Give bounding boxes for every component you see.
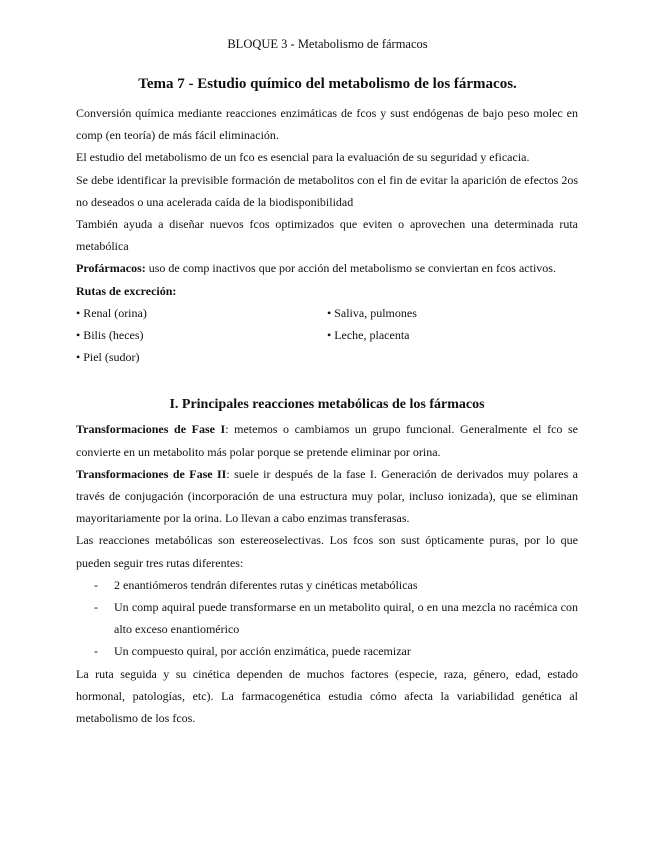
list-item: • Bilis (heces) (76, 328, 144, 343)
intro-paragraph: Conversión química mediante reacciones enzimáticas de fcos y sust endógenas de bajo peso molec en comp (en teoría) de más fácil eliminación. (76, 106, 578, 143)
intro-paragraph: También ayuda a diseñar nuevos fcos optimizados que eviten o aprovechen una determinada ruta metabólica (76, 217, 578, 254)
fase1-paragraph: Transformaciones de Fase I: metemos o cambiamos un grupo funcional. Generalmente el fco se convierte en un metabolito más polar porque se pretende eliminar por orina. (76, 422, 578, 459)
section-title: I. Principales reacciones metabólicas de los fármacos (169, 397, 485, 413)
profarmacos-paragraph (76, 257, 578, 279)
intro-paragraph: El estudio del metabolismo de un fco es esencial para la evaluación de su seguridad y eficacia. (76, 150, 530, 165)
excrecion-list (76, 302, 578, 369)
list-item: • Leche, placenta (327, 328, 410, 343)
fase2-label: Transformaciones de Fase II (76, 466, 227, 481)
estereo-paragraph: Las reacciones metabólicas son estereoselectivas. Los fcos son sust ópticamente puras, por lo que pueden seguir tres rutas diferentes: (76, 533, 578, 570)
final-paragraph: La ruta seguida y su cinética dependen de muchos factores (especie, raza, género, edad, estado hormonal, patologías, etc). La farmacogenética estudia cómo afecta la variabilidad genética al metabolismo de los fcos. (76, 666, 578, 726)
excrecion-heading: Rutas de excreción: (76, 283, 177, 298)
list-item: • Saliva, pulmones (327, 305, 417, 320)
list-item: - 2 enantiómeros tendrán diferentes rutas y cinéticas metabólicas (94, 574, 578, 596)
fase1-label: Transformaciones de Fase I (76, 422, 226, 437)
document-body (76, 102, 578, 729)
page-header: BLOQUE 3 - Metabolismo de fármacos (227, 37, 428, 51)
profarmacos-text: uso de comp inactivos que por acción del metabolismo se conviertan en fcos activos. (145, 261, 556, 276)
profarmacos-label: Profármacos: (76, 261, 146, 276)
list-item: - Un compuesto quiral, por acción enzimática, puede racemizar (94, 640, 578, 662)
intro-paragraph: Se debe identificar la previsible formación de metabolitos con el fin de evitar la aparición de efectos 2os no deseados o una acelerada caída de la biodisponibilidad (76, 172, 578, 209)
list-item: • Piel (sudor) (76, 350, 140, 365)
excrecion-column-left (76, 302, 327, 369)
excrecion-column-right (327, 302, 578, 369)
list-item: • Renal (orina) (76, 305, 147, 320)
list-item: - Un comp aquiral puede transformarse en un metabolito quiral, o en una mezcla no racémica con alto exceso enantiomérico (94, 596, 578, 640)
page-title: Tema 7 - Estudio químico del metabolismo de los fármacos. (138, 76, 517, 92)
rutas-list (76, 574, 578, 663)
fase2-paragraph: Transformaciones de Fase II: suele ir después de la fase I. Generación de derivados muy polares a través de conjugación (incorporación de una estructura muy polar, incluso ionizada), que se eliminan mayoritariamente por la orina. Lo llevan a cabo enzimas transferasas. (76, 466, 578, 526)
